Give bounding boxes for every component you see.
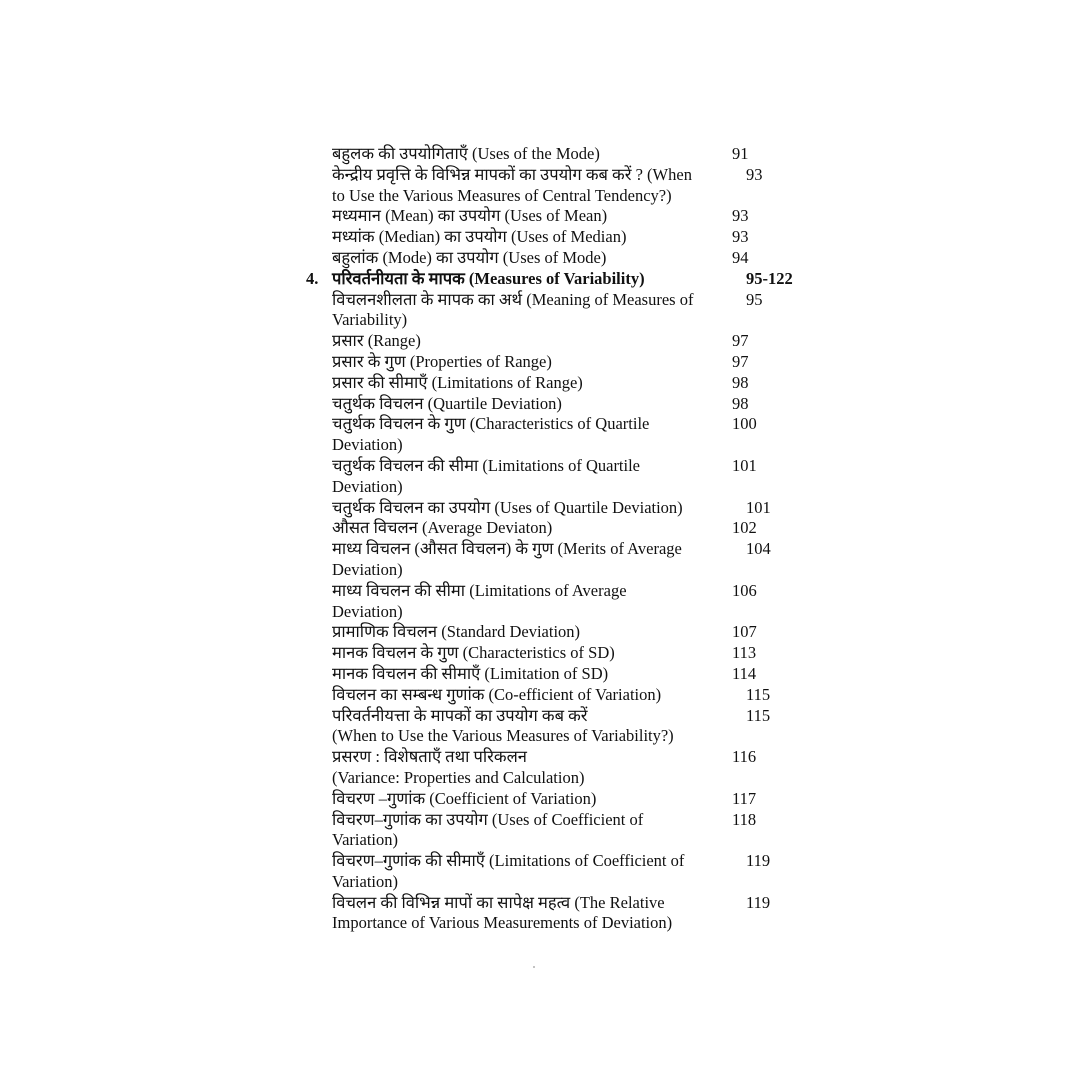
toc-entry (306, 747, 806, 789)
toc-entry-page: 100 (732, 414, 757, 434)
toc-entry-page: 93 (732, 206, 749, 226)
toc-entry-page: 104 (746, 539, 771, 559)
toc-entry (306, 518, 806, 539)
toc-entry (306, 664, 806, 685)
toc-entry (306, 456, 806, 498)
toc-entry-title: प्रसार (Range) (332, 331, 421, 351)
toc-entry-title: माध्य विचलन (औसत विचलन) के गुण (Merits of Average Deviation) (332, 539, 682, 579)
toc-entry-title: माध्य विचलन की सीमा (Limitations of Average Deviation) (332, 580, 627, 621)
toc-entry-page: 91 (732, 144, 749, 163)
toc-entry (306, 622, 806, 643)
toc-chapter-number: 4. (306, 268, 319, 288)
toc-entry (306, 373, 806, 394)
toc-entry-title: बहुलक की उपयोगिताएँ (Uses of the Mode) (332, 144, 600, 163)
toc-entry-page: 117 (732, 788, 757, 808)
toc-entry-title: चतुर्थक विचलन के गुण (Characteristics of Quartile Deviation) (332, 414, 650, 455)
toc-entry-page: 106 (732, 580, 757, 600)
toc-entry-title: चतुर्थक विचलन (Quartile Deviation) (332, 393, 562, 413)
toc-entry-title: परिवर्तनीयत्ता के मापकों का उपयोग कब करें (When to Use the Various Measures of Variability?) (332, 705, 674, 746)
toc-entry-page: 95 (746, 289, 763, 309)
toc-entry-title: बहुलांक (Mode) का उपयोग (Uses of Mode) (332, 247, 607, 267)
toc-entry-page: 115 (746, 705, 771, 725)
toc-chapter-heading (306, 269, 806, 290)
toc-entry (306, 706, 806, 748)
toc-entry-page: 119 (746, 851, 771, 871)
toc-entry (306, 498, 806, 519)
toc-entry (306, 206, 806, 227)
toc-entry-title: चतुर्थक विचलन का उपयोग (Uses of Quartile Deviation) (332, 497, 683, 517)
toc-entry-title: विचलनशीलता के मापक का अर्थ (Meaning of Measures of Variability) (332, 289, 694, 330)
toc-entry-title: मध्यांक (Median) का उपयोग (Uses of Median) (332, 227, 627, 247)
toc-chapter-title: परिवर्तनीयता के मापक (Measures of Variability) (332, 268, 645, 288)
toc-entry-page: 98 (732, 393, 749, 413)
toc-entry-page: 101 (732, 455, 757, 475)
toc-entry-title: औसत विचलन (Average Deviaton) (332, 518, 553, 538)
toc-entry (306, 643, 806, 664)
toc-entry-page: 102 (732, 518, 757, 538)
toc-entry (306, 290, 806, 332)
toc-entry (306, 789, 806, 810)
toc-entry-title: प्रसार के गुण (Properties of Range) (332, 351, 552, 371)
toc-entry (306, 144, 806, 165)
toc-entry-title: प्रसरण : विशेषताएँ तथा परिकलन (Variance: Properties and Calculation) (332, 747, 585, 787)
toc-entry (306, 165, 806, 207)
toc-entry (306, 539, 806, 581)
toc-entry-title: मानक विचलन की सीमाएँ (Limitation of SD) (332, 663, 609, 683)
toc-entry-page: 94 (732, 247, 749, 267)
toc-entry-page: 107 (732, 622, 757, 642)
toc-entry (306, 331, 806, 352)
toc-entry (306, 685, 806, 706)
toc-entry (306, 581, 806, 623)
toc-entry-page: 113 (732, 643, 757, 663)
toc-entry-page: 101 (746, 497, 771, 517)
toc-entry (306, 352, 806, 373)
toc-entry-title: विचरण–गुणांक की सीमाएँ (Limitations of Coefficient of Variation) (332, 851, 685, 891)
toc-entry-page: 119 (746, 892, 771, 912)
toc-entry (306, 394, 806, 415)
toc-entry-title: विचरण –गुणांक (Coefficient of Variation) (332, 788, 597, 808)
toc-entry-page: 97 (732, 351, 749, 371)
toc-entry-title: मध्यमान (Mean) का उपयोग (Uses of Mean) (332, 206, 608, 226)
toc-entry-title: विचलन की विभिन्न मापों का सापेक्ष महत्व (The Relative Importance of Various Measurements of Deviation) (332, 892, 673, 933)
toc-entry-title: विचरण–गुणांक का उपयोग (Uses of Coefficient of Variation) (332, 809, 644, 850)
toc-entry-page: 116 (732, 747, 757, 767)
toc-entry-page: 93 (732, 227, 749, 247)
toc-entry (306, 227, 806, 248)
toc-entry (306, 810, 806, 852)
toc-entry-page: 114 (732, 663, 757, 683)
toc-entry-title: प्रसार की सीमाएँ (Limitations of Range) (332, 372, 583, 392)
toc-entry-page: 115 (746, 684, 771, 704)
toc-entry-title: प्रामाणिक विचलन (Standard Deviation) (332, 622, 581, 642)
toc-entry-page: 98 (732, 372, 749, 392)
toc-entry (306, 893, 806, 935)
toc-entry (306, 414, 806, 456)
toc-chapter-pages: 95-122 (746, 268, 793, 288)
toc-entry-page: 118 (732, 809, 757, 829)
toc-entry-page: 93 (746, 164, 763, 184)
toc-entry-title: चतुर्थक विचलन की सीमा (Limitations of Quartile Deviation) (332, 455, 641, 496)
table-of-contents (306, 144, 806, 934)
toc-entry-title: केन्द्रीय प्रवृत्ति के विभिन्न मापकों का उपयोग कब करें ? (When to Use the Various Measures of Central Tendency?) (332, 164, 692, 205)
toc-entry-title: मानक विचलन के गुण (Characteristics of SD) (332, 643, 615, 663)
toc-entry (306, 851, 806, 893)
toc-entry (306, 248, 806, 269)
scan-speck (533, 966, 535, 968)
toc-entry-page: 97 (732, 331, 749, 351)
toc-entry-title: विचलन का सम्बन्ध गुणांक (Co-efficient of Variation) (332, 684, 662, 704)
